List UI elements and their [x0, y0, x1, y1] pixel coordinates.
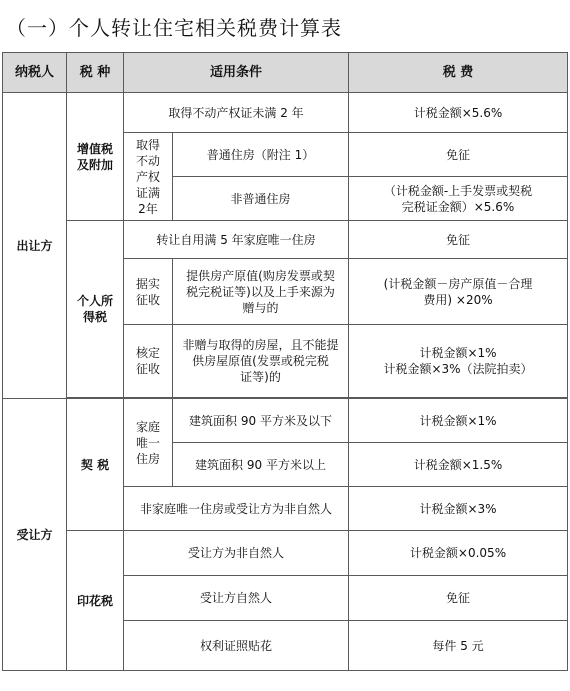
vat-ordinary-condition: 普通住房（附注 1） — [173, 133, 349, 177]
vat-non-ordinary-fee: （计税金额-上手发票或契税 完税证金额）×5.6% — [349, 177, 568, 221]
stamp-license-fee: 每件 5 元 — [349, 621, 568, 671]
vat-name: 增值税 及附加 — [67, 93, 124, 221]
deed-other-condition: 非家庭唯一住房或受让方为非自然人 — [124, 487, 349, 531]
deed-large-condition: 建筑面积 90 平方米以上 — [173, 443, 349, 487]
income-exempt-fee: 免征 — [349, 221, 568, 259]
header-condition: 适用条件 — [124, 53, 349, 93]
deed-small-condition: 建筑面积 90 平方米及以下 — [173, 399, 349, 443]
table-row — [3, 399, 568, 443]
deed-tax-name: 契 税 — [67, 399, 124, 531]
table-row — [3, 221, 568, 259]
vat-over2-label: 取得 不动 产权 证满 2年 — [124, 133, 173, 221]
deed-other-fee: 计税金额×3% — [349, 487, 568, 531]
stamp-license-condition: 权利证照贴花 — [124, 621, 349, 671]
income-assessed-fee: 计税金额×1% 计税金额×3%（法院拍卖） — [349, 325, 568, 398]
vat-under2-fee: 计税金额×5.6% — [349, 93, 568, 133]
stamp-natural-condition: 受让方自然人 — [124, 576, 349, 621]
income-actual-condition: 提供房产原值(购房发票或契 税完税证等)以及上手来源为 赠与的 — [173, 259, 349, 325]
table-row — [3, 93, 568, 133]
stamp-non-natural-fee: 计税金额×0.05% — [349, 531, 568, 576]
stamp-non-natural-condition: 受让方为非自然人 — [124, 531, 349, 576]
page-title: （一）个人转让住宅相关税费计算表 — [6, 16, 342, 40]
vat-non-ordinary-condition: 非普通住房 — [173, 177, 349, 221]
seller-label: 出让方 — [3, 93, 67, 399]
vat-ordinary-fee: 免征 — [349, 133, 568, 177]
income-exempt-condition: 转让自用满 5 年家庭唯一住房 — [124, 221, 349, 259]
income-actual-fee: (计税金额－房产原值－合理 费用) ×20% — [349, 259, 568, 325]
income-tax-name: 个人所 得税 — [67, 221, 124, 398]
vat-under2-condition: 取得不动产权证未满 2 年 — [124, 93, 349, 133]
income-assessed-condition: 非赠与取得的房屋，且不能提 供房屋原值(发票或税完税 证等)的 — [173, 325, 349, 398]
header-tax-type: 税 种 — [67, 53, 124, 93]
table-header-row — [3, 53, 568, 93]
income-actual-method: 据实 征收 — [124, 259, 173, 325]
income-assessed-method: 核定 征收 — [124, 325, 173, 398]
stamp-natural-fee: 免征 — [349, 576, 568, 621]
stamp-tax-name: 印花税 — [67, 531, 124, 671]
deed-large-fee: 计税金额×1.5% — [349, 443, 568, 487]
header-fee: 税 费 — [349, 53, 568, 93]
table-row — [3, 531, 568, 576]
header-payer: 纳税人 — [3, 53, 67, 93]
deed-small-fee: 计税金额×1% — [349, 399, 568, 443]
tax-table — [2, 52, 568, 671]
buyer-label: 受让方 — [3, 399, 67, 671]
deed-family-label: 家庭 唯一 住房 — [124, 399, 173, 487]
